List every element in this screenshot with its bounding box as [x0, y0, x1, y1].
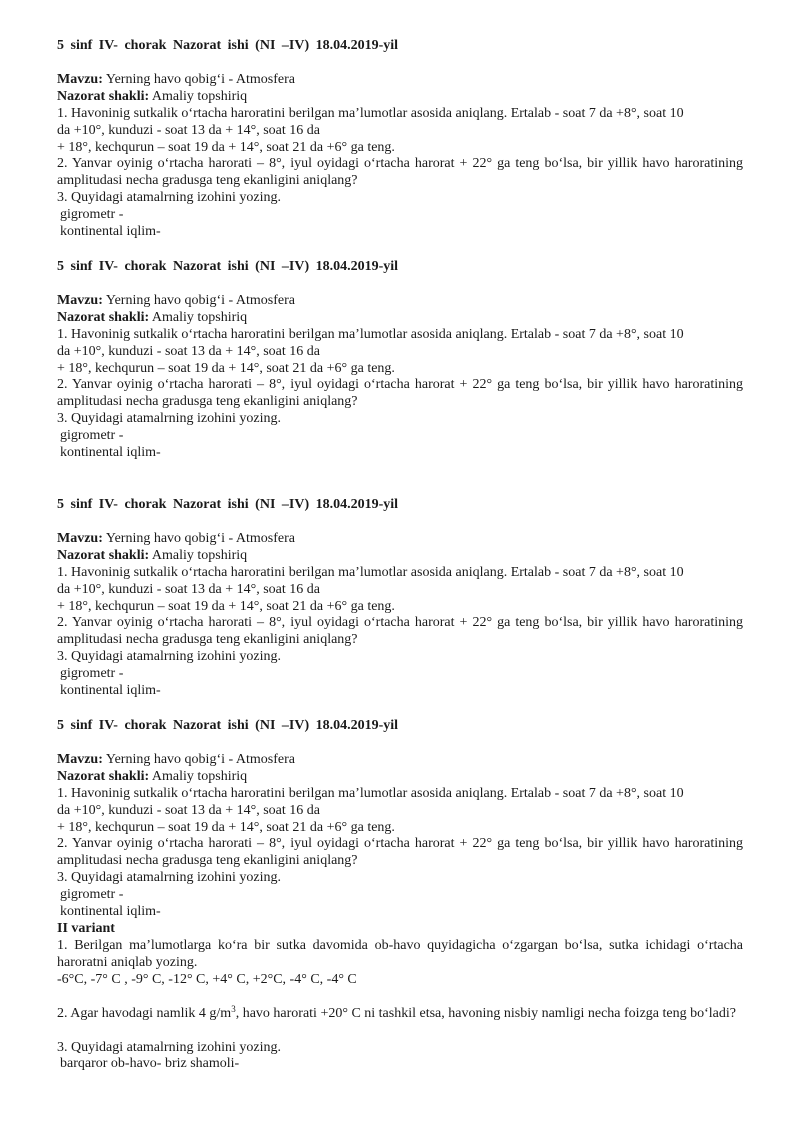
question-2: 2. Yanvar oyinig o‘rtacha harorati – 8°, iyul oyidagi o‘rtacha harorat + 22° ga teng bo‘lsa, bir yillik havo haroratining amplitudasi necha gradusga teng ekanligini aniqlang?: [57, 836, 743, 869]
question-1-line-1: 1. Havoninig sutkalik o‘rtacha haroratini berilgan ma’lumotlar asosida aniqlang. Ertalab - soat 7 da +8°, soat 10: [57, 326, 684, 342]
question-1-line-3: + 18°, kechqurun – soat 19 da + 14°, soat 21 da +6° ga teng.: [57, 360, 395, 376]
cubic-superscript: 3: [231, 1003, 236, 1014]
form-value: Amaliy topshiriq: [149, 547, 248, 563]
topic-value: Yerning havo qobig‘i - Atmosfera: [102, 292, 295, 308]
test-section-3: [57, 497, 743, 700]
topic-label: Mavzu:: [57, 71, 103, 87]
variant-2-temperature-values: -6°C, -7° C , -9° C, -12° C, +4° C, +2°C, -4° C, -4° C: [57, 971, 357, 987]
topic-value: Yerning havo qobig‘i - Atmosfera: [102, 751, 295, 767]
question-3: 3. Quyidagi atamalrning izohini yozing.: [57, 870, 281, 886]
question-1-line-1: 1. Havoninig sutkalik o‘rtacha haroratini berilgan ma’lumotlar asosida aniqlang. Ertalab - soat 7 da +8°, soat 10: [57, 785, 684, 801]
question-1-line-2: da +10°, kunduzi - soat 13 da + 14°, soat 16 da: [57, 122, 320, 138]
term-continental-climate: kontinental iqlim-: [60, 445, 161, 461]
section-title: 5 sinf IV- chorak Nazorat ishi (NI –IV) 18.04.2019-yil: [57, 38, 399, 53]
question-1-line-2: da +10°, kunduzi - soat 13 da + 14°, soat 16 da: [57, 581, 320, 597]
form-label: Nazorat shakli:: [57, 547, 150, 563]
question-3: 3. Quyidagi atamalrning izohini yozing.: [57, 649, 281, 665]
question-1-line-3: + 18°, kechqurun – soat 19 da + 14°, soat 21 da +6° ga teng.: [57, 598, 395, 614]
question-2: 2. Yanvar oyinig o‘rtacha harorati – 8°, iyul oyidagi o‘rtacha harorat + 22° ga teng bo‘lsa, bir yillik havo haroratining amplitudasi necha gradusga teng ekanligini aniqlang?: [57, 156, 743, 189]
term-continental-climate: kontinental iqlim-: [60, 224, 161, 240]
form-label: Nazorat shakli:: [57, 309, 150, 325]
question-1-line-3: + 18°, kechqurun – soat 19 da + 14°, soat 21 da +6° ga teng.: [57, 139, 395, 155]
question-1-line-1: 1. Havoninig sutkalik o‘rtacha haroratini berilgan ma’lumotlar asosida aniqlang. Ertalab - soat 7 da +8°, soat 10: [57, 105, 684, 121]
variant-2-question-3: 3. Quyidagi atamalrning izohini yozing.: [57, 1039, 281, 1055]
question-2: 2. Yanvar oyinig o‘rtacha harorati – 8°, iyul oyidagi o‘rtacha harorat + 22° ga teng bo‘lsa, bir yillik havo haroratining amplitudasi necha gradusga teng ekanligini aniqlang?: [57, 615, 743, 648]
variant-2-section: [57, 921, 743, 1073]
question-2-part-a: 2. Agar havodagi namlik 4 g/m: [57, 1005, 232, 1021]
topic-value: Yerning havo qobig‘i - Atmosfera: [102, 71, 295, 87]
topic-label: Mavzu:: [57, 530, 103, 546]
term-continental-climate: kontinental iqlim-: [60, 683, 161, 699]
topic-label: Mavzu:: [57, 292, 103, 308]
topic-label: Mavzu:: [57, 751, 103, 767]
topic-value: Yerning havo qobig‘i - Atmosfera: [102, 530, 295, 546]
form-label: Nazorat shakli:: [57, 88, 150, 104]
question-2: 2. Yanvar oyinig o‘rtacha harorati – 8°, iyul oyidagi o‘rtacha harorat + 22° ga teng bo‘lsa, bir yillik havo haroratining amplitudasi necha gradusga teng ekanligini aniqlang?: [57, 377, 743, 410]
test-section-1: [57, 38, 743, 241]
question-2-part-b: , havo harorati +20° C ni tashkil etsa, havoning nisbiy namligi necha foizga teng bo‘ladi?: [235, 1005, 736, 1021]
term-hygrometer: gigrometr -: [60, 428, 124, 444]
variant-2-terms: barqaror ob-havo- briz shamoli-: [60, 1056, 240, 1072]
variant-heading: II variant: [57, 921, 115, 936]
form-value: Amaliy topshiriq: [149, 88, 248, 104]
term-hygrometer: gigrometr -: [60, 887, 124, 903]
variant-2-question-1: 1. Berilgan ma’lumotlarga ko‘ra bir sutka davomida ob-havo quyidagicha o‘zgargan bo‘lsa, sutka ichidagi o‘rtacha haroratni aniqlab yozing.: [57, 937, 743, 970]
question-1-line-2: da +10°, kunduzi - soat 13 da + 14°, soat 16 da: [57, 802, 320, 818]
question-1-line-2: da +10°, kunduzi - soat 13 da + 14°, soat 16 da: [57, 343, 320, 359]
form-value: Amaliy topshiriq: [149, 768, 248, 784]
question-3: 3. Quyidagi atamalrning izohini yozing.: [57, 411, 281, 427]
test-section-4: [57, 718, 743, 921]
test-section-2: [57, 259, 743, 462]
question-1-line-1: 1. Havoninig sutkalik o‘rtacha haroratini berilgan ma’lumotlar asosida aniqlang. Ertalab - soat 7 da +8°, soat 10: [57, 564, 684, 580]
question-3: 3. Quyidagi atamalrning izohini yozing.: [57, 190, 281, 206]
section-title: 5 sinf IV- chorak Nazorat ishi (NI –IV) 18.04.2019-yil: [57, 718, 399, 733]
section-title: 5 sinf IV- chorak Nazorat ishi (NI –IV) 18.04.2019-yil: [57, 497, 399, 512]
question-1-line-3: + 18°, kechqurun – soat 19 da + 14°, soat 21 da +6° ga teng.: [57, 819, 395, 835]
term-hygrometer: gigrometr -: [60, 666, 124, 682]
form-label: Nazorat shakli:: [57, 768, 150, 784]
section-title: 5 sinf IV- chorak Nazorat ishi (NI –IV) 18.04.2019-yil: [57, 259, 399, 274]
term-hygrometer: gigrometr -: [60, 207, 124, 223]
form-value: Amaliy topshiriq: [149, 309, 248, 325]
term-continental-climate: kontinental iqlim-: [60, 904, 161, 920]
variant-2-question-2: [57, 1003, 743, 1023]
